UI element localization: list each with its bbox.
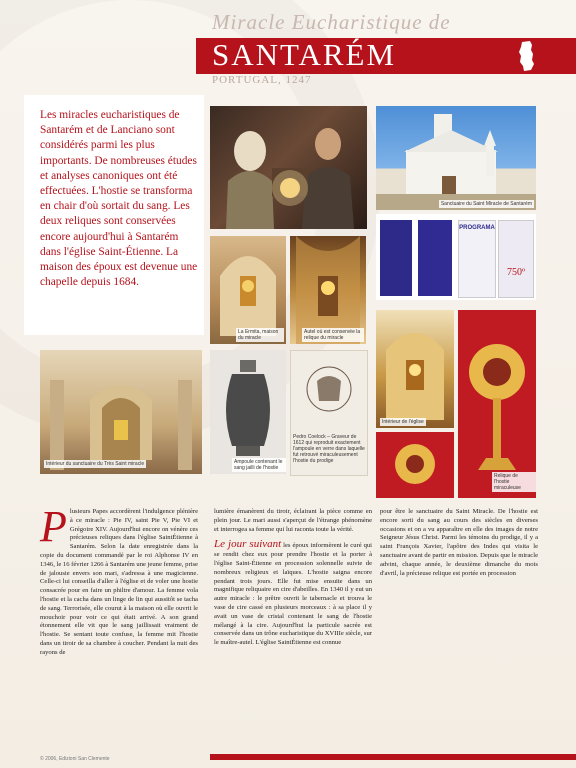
column-3-text: pour être le sanctuaire du Saint Miracle. De l'hostie est encore sorti du sang au cours des siècles en diverses occasions et on a vu apparaître en elle des images de notre Seigneur Jésus Christ. Parmi les témoins du prodige, il y a saint François Xavier, l'apôtre des Indes qui visita le sanctuaire avant de partir en mission. Depuis que le miracle advint, chaque année, le deuxième dimanche du mois d'avril, la précieuse relique est portée en procession: [380, 508, 538, 577]
photo-sanctuary-exterior: [376, 106, 536, 210]
photo-gravure: [290, 350, 368, 476]
header-script-title: Miracle Eucharistique de: [212, 10, 451, 34]
ampoule-illustration: [210, 350, 286, 474]
caption-ampoule: Ampoule contenant le sang jailli de l'hostie: [232, 458, 286, 472]
column-1-text: lusieurs Papes accordèrent l'indulgence plénière à ce miracle : Pie IV, saint Pie V, Pie VI et Grégoire XIV. Aujourd'hui encore on vénère ces précieuses reliques dans l'église SaintÉtienne à Santarém. Selon la date enregistrée dans la copie du document commandé par le roi Alphonse IV en 1346, le 16 février 1266 à Santarém une jeune femme, prise de jalousie envers son mari, s'adressa à une magicienne. Celle-ci lui conseilla d'aller à l'église et de voler une hostie consacrée pour en faire un philtre d'amour. La femme vola l'hostie et la cacha dans un linge de lin qui aussitôt se tacha de sang. Terrorisée, elle courut à la maison où elle ouvrit le mouchoir pour voir ce qui était arrivé. A son grand étonnement elle vit que le sang jaillissait vraiment de l'hostie. Se sentant toute confuse, la femme mit l'hostie dans un tiroir de sa chambre à coucher. Pendant la nuit des rayons de: [40, 508, 198, 656]
caption-interior: Intérieur du sanctuaire du Très Saint miracle: [46, 461, 145, 467]
caption-gravure: Pedro Coelock – Graveur de 1612 qui reproduit exactement l'ampoule en verre dans laquelle fut retrouvé miraculeusement l'hostie du prodige: [293, 434, 365, 464]
leaflet-1: [380, 220, 412, 296]
column-2-text-b: les époux informèrent le curé qui se rendit chez eux pour prendre l'hostie et la porter à l'église Saint-Étienne en procession solennelle suivie de nombreux religieux et laïques. L'hostie saigna encore pendant trois jours. Elle fut mise ensuite dans un magnifique reliquaire en cire d'abeilles. En 1340 il y eut un autre miracle : le prêtre ouvrit le tabernacle et trouva le vase de cire cassé en plusieurs morceaux : à sa place il y avait un vase de cristal contenant le sang de l'hostie mélangé à la cire. Aujourd'hui la particule sacrée est conservée dans un trône eucharistique du XVIIIe siècle, sur le maître-autel. L'église SaintÉtienne est connue: [214, 542, 372, 647]
photo-interior-sanctuary: [40, 350, 202, 474]
article-column-1: [40, 502, 198, 658]
page-subtitle: PORTUGAL, 1247: [212, 74, 312, 86]
gravure-illustration: [291, 351, 367, 431]
church-illustration: [376, 106, 536, 210]
copyright-notice: © 2006, Edizioni San Clemente: [40, 756, 110, 762]
photo-la-ermita: [210, 236, 286, 344]
caption-sanctuary: Sanctuaire du Saint Miracle de Santarém: [440, 201, 532, 207]
photo-small-reliquary: [376, 432, 454, 498]
monstrance-illustration: [458, 310, 536, 498]
photo-autel: [290, 236, 366, 344]
caption-autel: Autel où est conservée la relique du miracle: [302, 328, 364, 342]
small-monstrance-illustration: [376, 432, 454, 498]
portugal-map-icon: [514, 40, 540, 72]
photo-couple-miracle: [210, 106, 367, 229]
dropcap-letter: P: [40, 502, 67, 551]
couple-illustration: [210, 106, 367, 229]
caption-eglise: Intérieur de l'église: [382, 419, 424, 425]
leaflet-3: [458, 220, 496, 298]
eglise-altar-illustration: [376, 310, 454, 428]
caption-ermita: La Ermita, maison du miracle: [236, 328, 284, 342]
interior-arches-illustration: [40, 350, 202, 474]
photo-eglise-interior: [376, 310, 454, 428]
photo-reliquary: [458, 310, 536, 498]
programme-leaflets: [376, 214, 536, 300]
article-body: [40, 502, 548, 738]
column-2-text-a: lumière émanèrent du tiroir, éclairant la pièce comme en plein jour. Le mari aussi s'aperçut de l'étrange phénomène et interrogea sa femme qui lui raconta toute la vérité.: [214, 508, 372, 533]
article-column-3: [380, 508, 538, 578]
lead-in-phrase: Le jour suivant: [214, 538, 282, 551]
photo-ampoule: [210, 350, 286, 474]
leaflet-4: [498, 220, 534, 298]
anniversary-label: 750º: [506, 267, 526, 278]
footer-band: [210, 754, 576, 760]
intro-text: Les miracles eucharistiques de Santarém et de Lanciano sont considérés parmi les plus importants. De nombreuses études et analyses canoniques ont été effectuées. L'hostie se transforma en chair d'où sortait du sang. Les deux reliques sont conservées encore aujourd'hui à Santarém dans l'église Saint-Étienne. La maison des époux est devenue une chapelle depuis 1684.: [40, 109, 198, 289]
article-column-2: [214, 508, 372, 648]
programme-title: PROGRAMA: [459, 225, 495, 231]
page-title: SANTARÉM: [212, 37, 397, 72]
leaflet-2: [418, 220, 452, 296]
caption-relique: Relique de l'hostie miraculeuse: [492, 472, 536, 492]
